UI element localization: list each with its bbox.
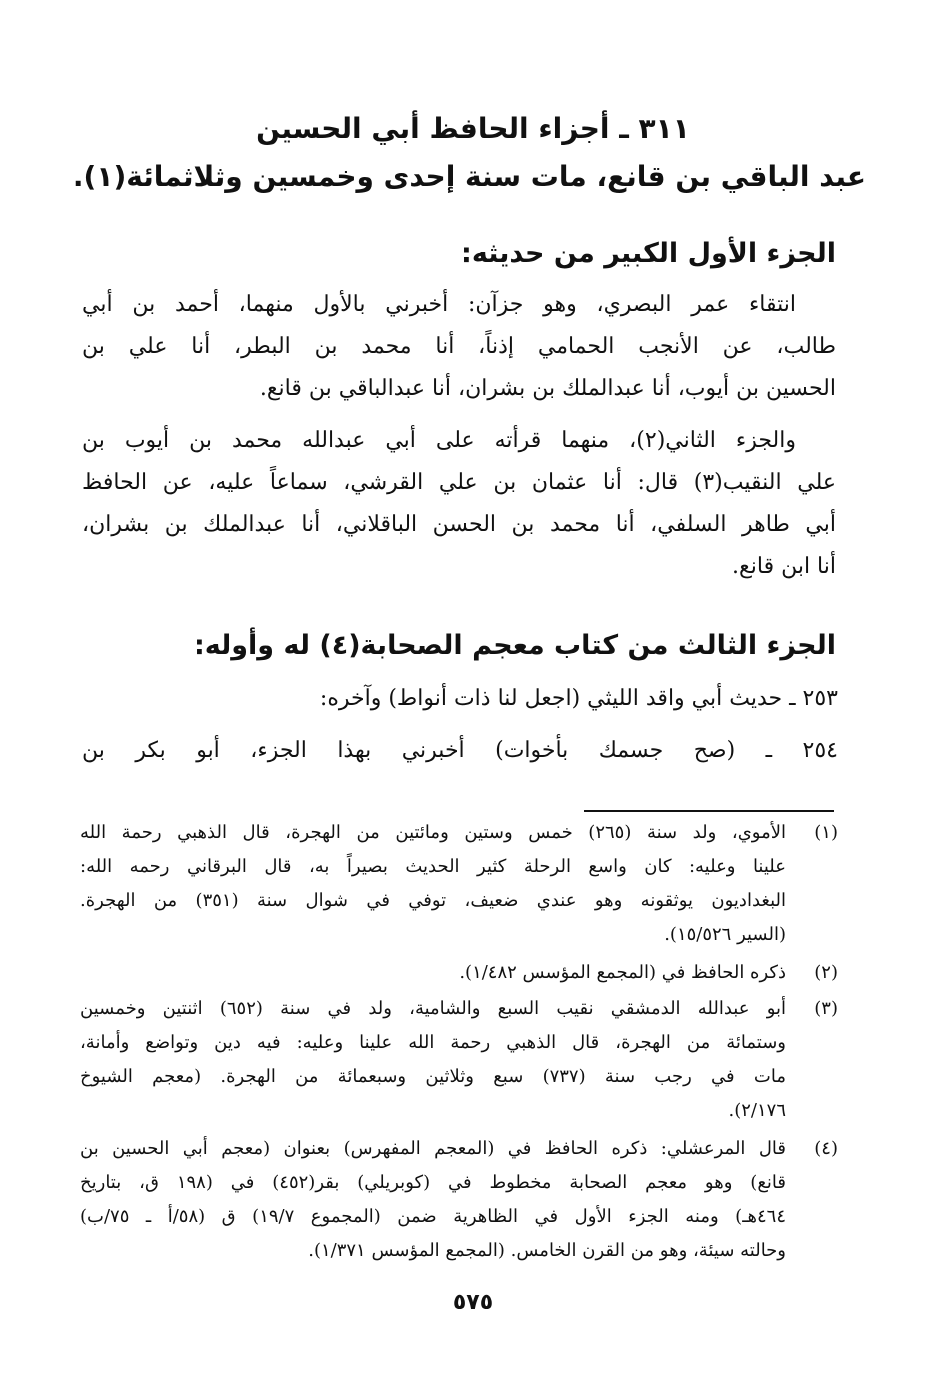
- footnote-line: أبو عبدالله الدمشقي نقيب السبع والشامية، ولد في سنة (٦٥٢) اثنتين وخمسين: [80, 998, 786, 1019]
- entry-subtitle: عبد الباقي بن قانع، مات سنة إحدى وخمسين وثلاثمائة(١).: [72, 160, 866, 193]
- footnote-line: ٢/١٧٦).: [728, 1100, 786, 1121]
- section-heading-third-part: الجزء الثالث من كتاب معجم الصحابة(٤) له وأوله:: [193, 630, 836, 661]
- footnote-number: (٢): [814, 962, 838, 983]
- footnote-line: ذكره الحافظ في (المجمع المؤسس ١/٤٨٢).: [459, 962, 786, 983]
- section-heading-first-part: الجزء الأول الكبير من حديثه:: [461, 238, 836, 269]
- footnote-line: الأموي، ولد سنة (٢٦٥) خمس وستين ومائتين من الهجرة، قال الذهبي رحمة الله: [80, 822, 786, 843]
- page-number: ٥٧٥: [452, 1290, 494, 1315]
- footnote-line: وحالته سيئة، وهو من القرن الخامس. (المجمع المؤسس ١/٣٧١).: [308, 1240, 786, 1261]
- footnote-number: (٣): [814, 998, 838, 1019]
- footnote-separator: [584, 810, 834, 812]
- footnote-number: (٤): [814, 1138, 838, 1159]
- entry-title: ٣١١ ـ أجزاء الحافظ أبي الحسين: [256, 112, 690, 145]
- footnote-line: مات في رجب سنة (٧٣٧) سبع وثلاثين وسبعمائة من الهجرة. (معجم الشيوخ: [80, 1066, 786, 1087]
- footnote-line: البغداديون يوثقونه وهو عندي ضعيف، توفي في شوال سنة (٣٥١) من الهجرة.: [80, 890, 786, 911]
- paragraph-line: والجزء الثاني(٢)، منهما قرأته على أبي عبدالله محمد بن أيوب بن: [82, 428, 796, 453]
- hadith-line: ٢٥٣ ـ حديث أبي واقد الليثي (اجعل لنا ذات أنواط) وآخره:: [319, 686, 838, 711]
- paragraph-line: طالب، عن الأنجب الحمامي إذناً، أنا محمد بن البطر، أنا علي بن: [82, 334, 836, 359]
- paragraph-line: علي النقيب(٣) قال: أنا عثمان بن علي القرشي، سماعاً عليه، عن الحافظ: [82, 470, 836, 495]
- footnote-line: قانع) وهو معجم الصحابة مخطوط في (كوبريلي) بقر(٤٥٢) في (١٩٨ ق، بتاريخ: [80, 1172, 786, 1193]
- paragraph-line: انتقاء عمر البصري، وهو جزآن: أخبرني بالأول منهما، أحمد بن أبي: [82, 292, 796, 317]
- footnote-line: علينا وعليه: كان واسع الرحلة كثير الحديث بصيراً به، قال البرقاني رحمه الله:: [80, 856, 786, 877]
- paragraph-line: أبي طاهر السلفي، أنا محمد بن الحسن الباقلاني، أنا عبدالملك بن بشران،: [82, 512, 836, 537]
- hadith-line: ٢٥٤ ـ (صح جسمك بأخوات) أخبرني بهذا الجزء، أبو بكر بن: [82, 738, 838, 763]
- footnote-number: (١): [814, 822, 838, 843]
- paragraph-line: الحسين بن أيوب، أنا عبدالملك بن بشران، أنا عبدالباقي بن قانع.: [259, 376, 836, 401]
- footnote-line: قال المرعشلي: ذكره الحافظ في (المعجم المفهرس) بعنوان (معجم أبي الحسين بن: [80, 1138, 786, 1159]
- footnote-line: ٤٦٤هـ) ومنه الجزء الأول في الظاهرية ضمن (المجموع ١٩/٧) ق (٥٨/أ ـ ٧٥/ب): [80, 1206, 786, 1227]
- paragraph-line: أنا ابن قانع.: [732, 554, 836, 579]
- footnote-line: (السير ١٥/٥٢٦).: [664, 924, 786, 945]
- footnote-line: وستمائة من الهجرة، قال الذهبي رحمة الله علينا وعليه: فيه دين وتواضع وأمانة،: [80, 1032, 786, 1053]
